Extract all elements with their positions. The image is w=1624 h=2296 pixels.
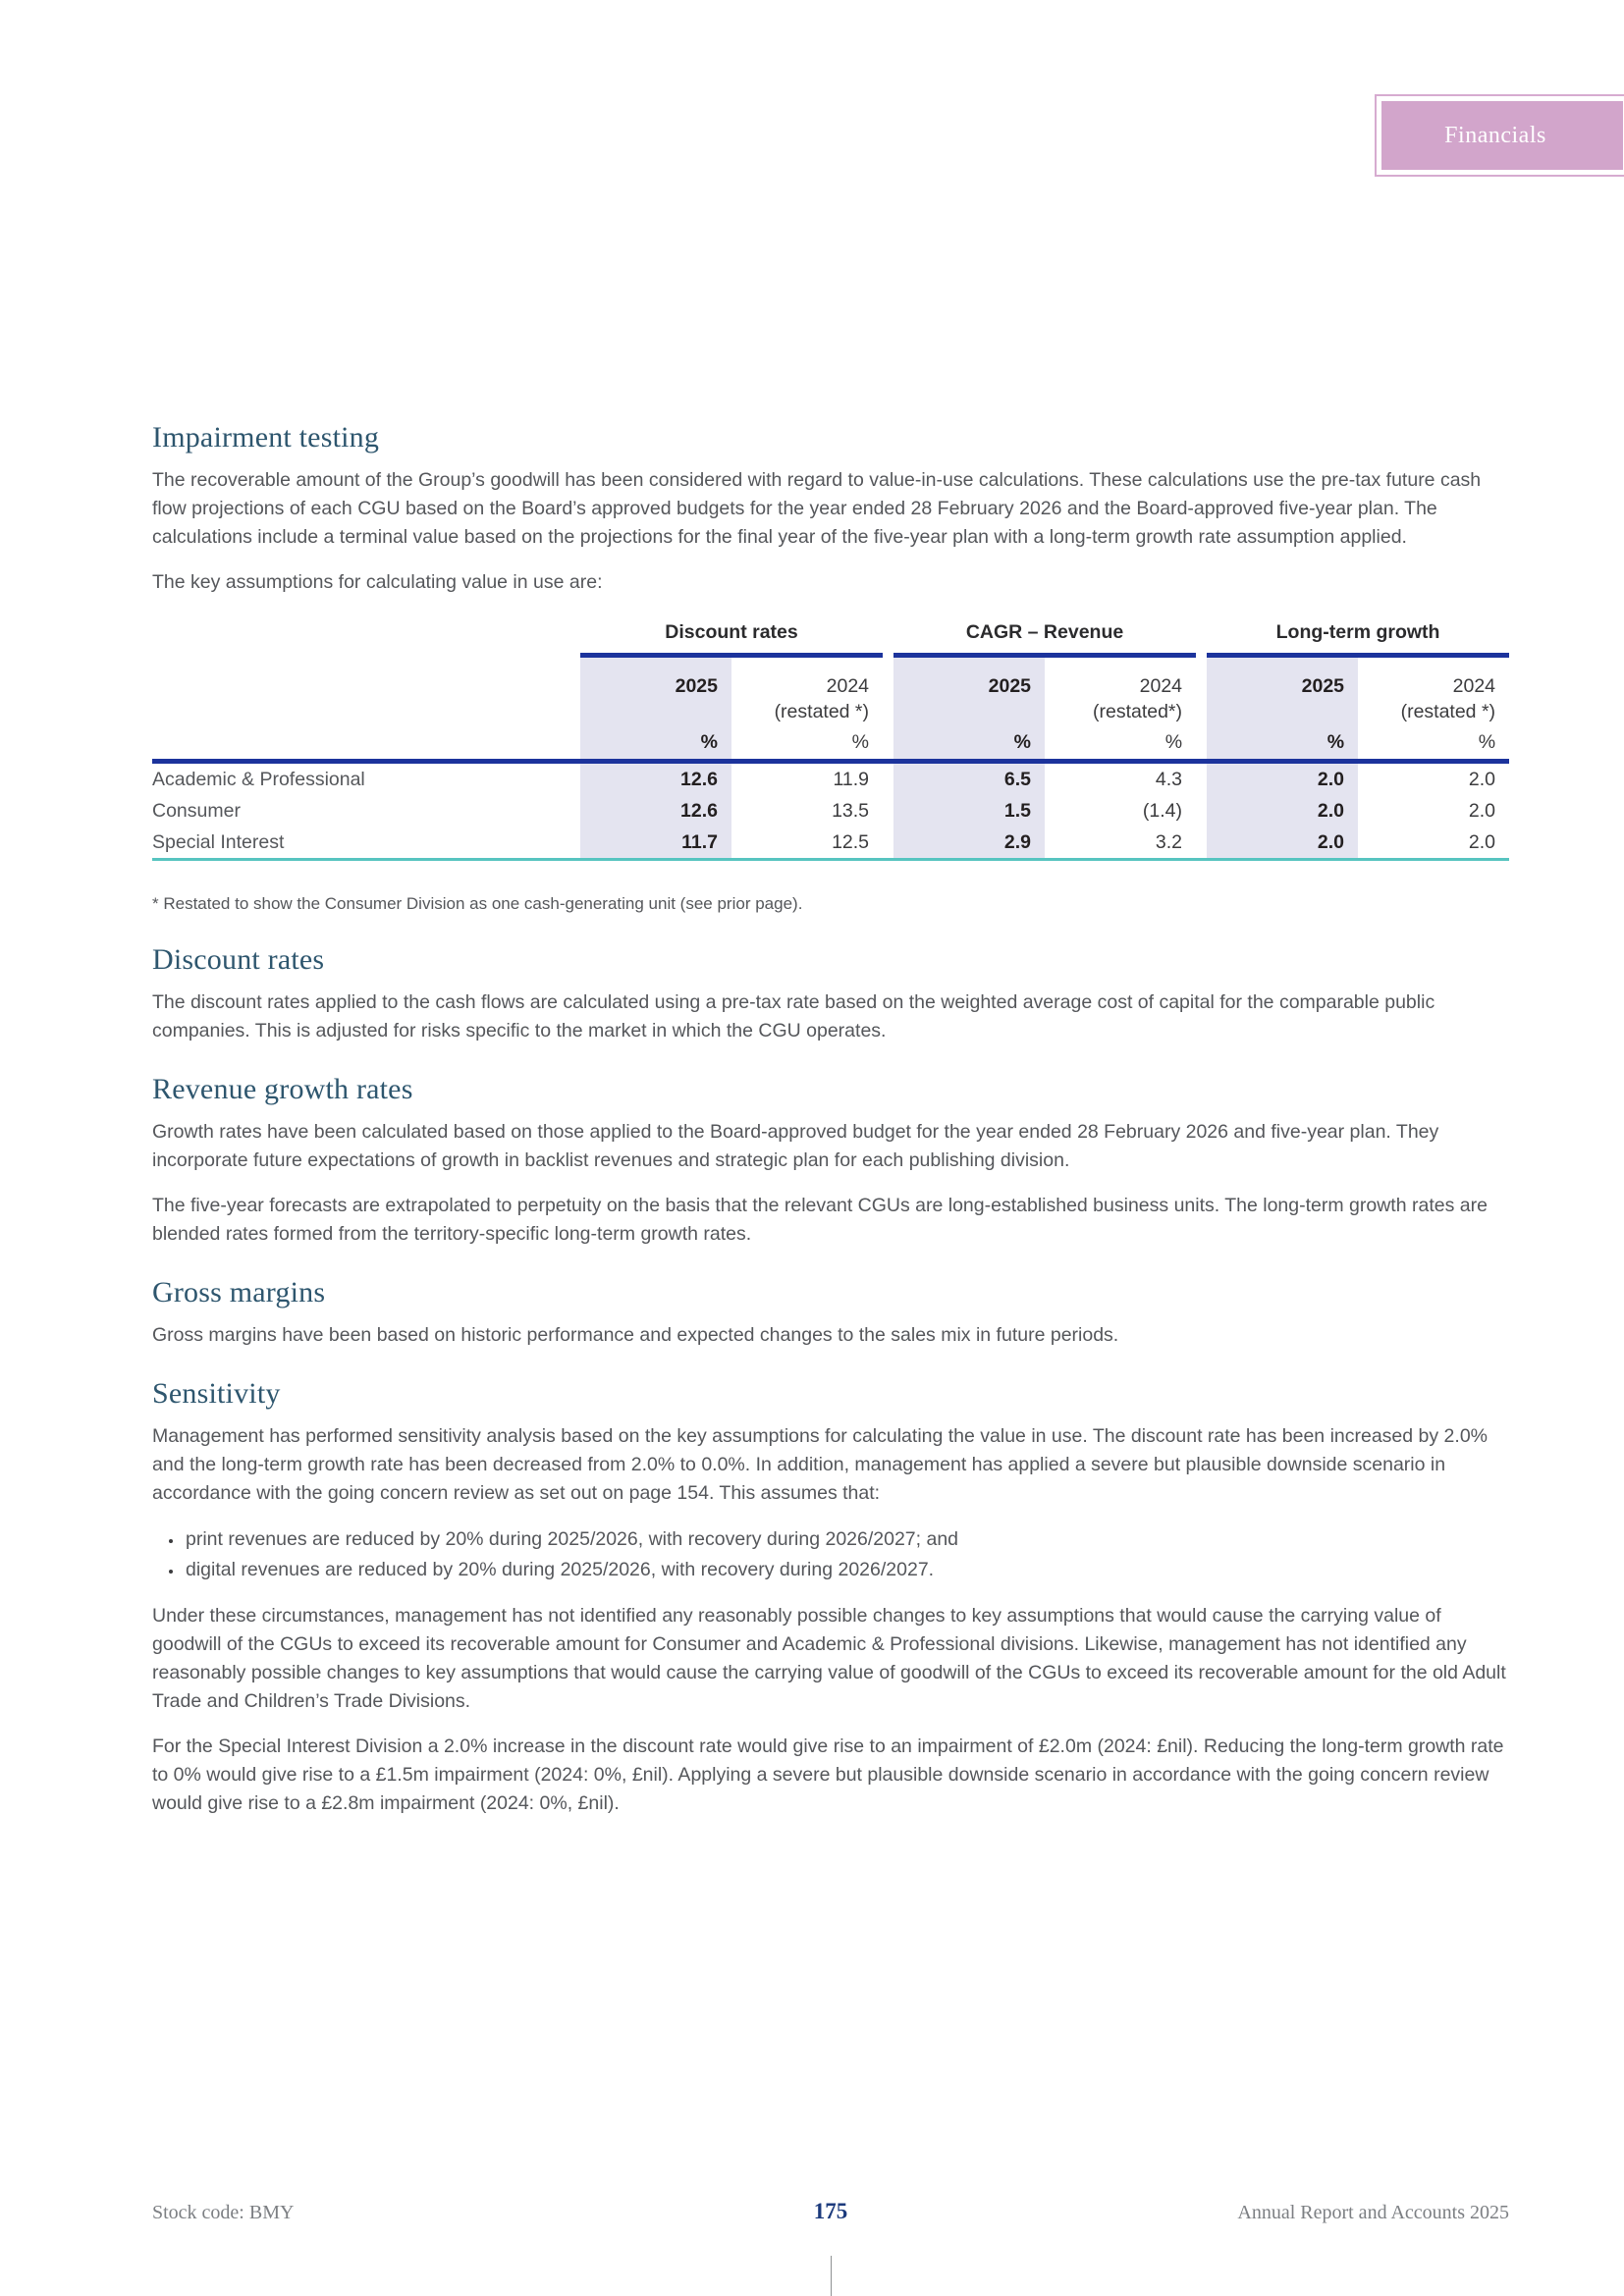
- sensitivity-paragraph-3: For the Special Interest Division a 2.0% increase in the discount rate would give rise to an impairment of £2.0m (2024: £nil). Reducing the long-term growth rate to 0% would give rise to a £1.5m impairment (2024: 0%, £nil). Applying a severe but plausible downside scenario in accordance with the going concern review would give rise to a £2.8m impairment (2024: 0%, £nil).: [152, 1735, 1504, 1814]
- table-footnote: * Restated to show the Consumer Division as one cash-generating unit (see prior page).: [152, 894, 803, 913]
- table-group-header-row: [152, 621, 1509, 656]
- sensitivity-heading: Sensitivity: [152, 1377, 281, 1410]
- group-header-long-term-growth: Long-term growth: [1207, 621, 1509, 656]
- table-percent-row: [152, 726, 1509, 762]
- cell-value: 2.0: [1207, 827, 1358, 860]
- cell-value: 2.0: [1207, 795, 1358, 827]
- cell-value: (1.4): [1142, 799, 1183, 822]
- table-year-header-row: [152, 656, 1509, 699]
- cell-value: 11.9: [833, 768, 870, 790]
- binding-mark-line: [831, 2256, 832, 2296]
- page-content: [152, 0, 1512, 1835]
- row-label: Academic & Professional: [152, 768, 365, 790]
- discount-rates-paragraph: The discount rates applied to the cash flows are calculated using a pre-tax rate based on the weighted average cost of capital for the comparable public companies. This is adjusted for risks specific to the market in which the CGU operates.: [152, 991, 1435, 1041]
- footer-stock-code: Stock code: BMY: [152, 2202, 295, 2223]
- cell-value: 2.0: [1207, 762, 1358, 796]
- row-label: Special Interest: [152, 827, 580, 860]
- year-2025-header: 2025: [1207, 656, 1358, 699]
- percent-sign: %: [893, 726, 1045, 762]
- sensitivity-paragraph-1: Management has performed sensitivity analysis based on the key assumptions for calculating the value in use. The discount rate has been increased by 2.0% and the long-term growth rate has been decreased from 2.0% to 0.0%. In addition, management has applied a severe but plausible downside scenario in accordance with the going concern review as set out on page 154. This assumes that:: [152, 1425, 1489, 1504]
- restated-note: (restated*): [1092, 701, 1183, 722]
- impairment-paragraph-2: The key assumptions for calculating value in use are:: [152, 571, 603, 593]
- impairment-paragraph-1: The recoverable amount of the Group’s goodwill has been considered with regard to value-in-use calculations. These calculations use the pre-tax future cash flow projections of each CGU based on the Board’s approved budgets for the year ended 28 February 2026 and the Board-approved five-year plan. The calculations include a terminal value based on the projections for the final year of the five-year plan with a long-term growth rate assumption applied.: [152, 469, 1482, 548]
- financials-section-tab-label: Financials: [1444, 122, 1546, 148]
- restated-note: (restated *): [1400, 701, 1496, 722]
- revenue-growth-paragraph-2: The five-year forecasts are extrapolated to perpetuity on the basis that the relevant CGUs are long-established business units. The long-term growth rates are blended rates formed from the territory-specific long-term growth rates.: [152, 1195, 1488, 1245]
- revenue-growth-rates-heading: Revenue growth rates: [152, 1073, 413, 1105]
- percent-sign: %: [1207, 726, 1358, 762]
- table-restated-row: [152, 698, 1509, 726]
- impairment-testing-heading: Impairment testing: [152, 421, 380, 454]
- cell-value: 12.5: [731, 827, 883, 860]
- year-2024-header: 2024: [1139, 675, 1183, 697]
- restated-note: (restated *): [774, 701, 870, 722]
- cell-value: 1.5: [893, 795, 1045, 827]
- year-2025-header: 2025: [580, 656, 731, 699]
- year-2024-header: 2024: [826, 675, 870, 697]
- bullet-item: • print revenues are reduced by 20% during 2025/2026, with recovery during 2026/2027; and: [184, 1524, 1512, 1555]
- cell-value: 4.3: [1155, 768, 1183, 790]
- gross-margins-heading: Gross margins: [152, 1276, 326, 1308]
- percent-sign: %: [731, 726, 883, 762]
- revenue-growth-paragraph-1: Growth rates have been calculated based on those applied to the Board-approved budget for the year ended 28 February 2026 and five-year plan. They incorporate future expectations of growth in backlist revenues and strategic plan for each publishing division.: [152, 1121, 1439, 1171]
- discount-rates-heading: Discount rates: [152, 943, 325, 976]
- group-gap: [883, 621, 893, 656]
- cell-value: 2.0: [1358, 827, 1509, 860]
- percent-sign: %: [1358, 726, 1509, 762]
- cell-value: 2.0: [1468, 799, 1496, 822]
- sensitivity-bullet-list: [152, 1524, 1512, 1585]
- key-assumptions-table: [152, 621, 1509, 861]
- cell-value: 11.7: [580, 827, 731, 860]
- group-gap: [1196, 621, 1207, 656]
- table-row: [152, 762, 1509, 796]
- table-row: [152, 795, 1509, 827]
- row-label: Consumer: [152, 799, 241, 822]
- footer-report-title: Annual Report and Accounts 2025: [1237, 2202, 1509, 2223]
- cell-value: 12.6: [580, 762, 731, 796]
- cell-value: 6.5: [893, 762, 1045, 796]
- cell-value: 3.2: [1045, 827, 1196, 860]
- footer-page-number: 175: [813, 2199, 848, 2223]
- group-header-cagr-revenue: CAGR – Revenue: [893, 621, 1196, 656]
- year-2024-header: 2024: [1452, 675, 1496, 697]
- cell-value: 2.0: [1468, 768, 1496, 790]
- table-row: [152, 827, 1509, 860]
- sensitivity-paragraph-2: Under these circumstances, management has not identified any reasonably possible changes to key assumptions that would cause the carrying value of goodwill of the CGUs to exceed its recoverable amount for Consumer and Academic & Professional divisions. Likewise, management has not identified any reasonably possible changes to key assumptions that would cause the carrying value of goodwill of the CGUs to exceed its recoverable amount for the old Adult Trade and Children’s Trade Divisions.: [152, 1605, 1506, 1712]
- gross-margins-paragraph: Gross margins have been based on historic performance and expected changes to the sales mix in future periods.: [152, 1324, 1119, 1346]
- cell-value: 13.5: [832, 799, 870, 822]
- bullet-item: • digital revenues are reduced by 20% during 2025/2026, with recovery during 2026/2027.: [184, 1555, 1512, 1585]
- percent-sign: %: [1045, 726, 1196, 762]
- percent-sign: %: [580, 726, 731, 762]
- cell-value: 2.9: [893, 827, 1045, 860]
- group-header-discount-rates: Discount rates: [580, 621, 883, 656]
- table-corner-cell: [152, 621, 580, 656]
- year-2025-header: 2025: [893, 656, 1045, 699]
- cell-value: 12.6: [580, 795, 731, 827]
